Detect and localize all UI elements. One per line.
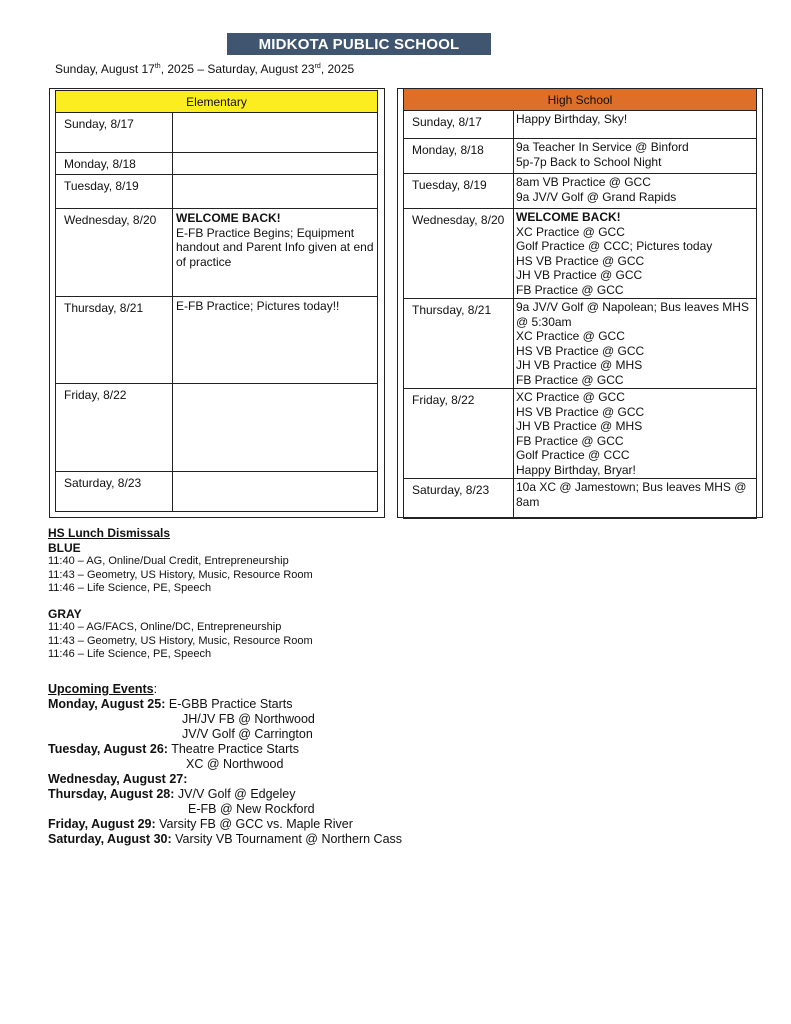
upcoming-event: JV/V Golf @ Carrington (182, 727, 313, 741)
day-label: Thursday, 8/21 (56, 297, 173, 384)
event-text: Happy Birthday, Bryar! (516, 462, 636, 477)
lunch-time-item: 11:40 – AG/FACS, Online/DC, Entrepreneurship (48, 621, 282, 633)
upcoming-heading: Upcoming Events (48, 682, 154, 696)
event-text: XC Practice @ GCC (516, 224, 625, 239)
event-text: XC Practice @ GCC (516, 390, 625, 404)
event-text: HS VB Practice @ GCC (516, 343, 645, 358)
upcoming-date: Thursday, August 28: (48, 787, 175, 801)
day-events (173, 297, 378, 384)
upcoming-day (48, 772, 402, 787)
upcoming-event-cont (48, 757, 402, 772)
upcoming-day (48, 742, 402, 757)
lunch-time-item: 11:46 – Life Science, PE, Speech (48, 648, 212, 660)
event-text: 5p-7p Back to School Night (516, 154, 662, 169)
elementary-day-row (56, 297, 378, 384)
upcoming-date: Wednesday, August 27: (48, 772, 188, 786)
high-school-calendar (403, 88, 757, 519)
upcoming-day (48, 697, 402, 712)
day-label: Monday, 8/18 (404, 139, 514, 174)
upcoming-event: JV/V Golf @ Edgeley (177, 787, 296, 801)
elementary-day-row (56, 153, 378, 175)
event-text: JH VB Practice @ GCC (516, 268, 643, 282)
event-text: HS VB Practice @ GCC (516, 404, 645, 419)
upcoming-event: Varsity VB Tournament @ Northern Cass (175, 832, 403, 846)
day-events (173, 153, 378, 175)
event-text: 8am VB Practice @ GCC (516, 175, 651, 189)
day-label: Friday, 8/22 (56, 384, 173, 472)
high-school-day-row (404, 139, 757, 174)
event-text: Golf Practice @ CCC (516, 448, 630, 462)
day-label: Wednesday, 8/20 (404, 209, 514, 299)
day-label: Sunday, 8/17 (404, 111, 514, 139)
lunch-group-name: GRAY (48, 606, 82, 621)
upcoming-event-cont (48, 802, 402, 817)
day-label: Monday, 8/18 (56, 153, 173, 175)
elementary-day-row (56, 472, 378, 512)
high-school-day-row (404, 299, 757, 389)
event-text: 9a Teacher In Service @ Binford (516, 140, 689, 154)
event-text: 10a XC @ Jamestown; Bus leaves MHS @ 8am (516, 480, 747, 509)
day-events (514, 299, 757, 389)
lunch-heading: HS Lunch Dismissals (48, 526, 171, 540)
upcoming-event: E-GBB Practice Starts (168, 697, 293, 711)
day-events (514, 479, 757, 519)
day-label: Tuesday, 8/19 (404, 174, 514, 209)
elementary-day-row (56, 175, 378, 209)
high-school-day-row (404, 111, 757, 139)
high-school-day-row (404, 479, 757, 519)
event-text: Happy Birthday, Sky! (516, 112, 628, 126)
event-text: 9a JV/V Golf @ Napolean; Bus leaves MHS @ 5:30am (516, 300, 749, 329)
lunch-dismissals (48, 527, 313, 662)
upcoming-date: Monday, August 25: (48, 697, 166, 711)
day-events (173, 209, 378, 297)
event-text: WELCOME BACK! (176, 211, 281, 225)
upcoming-event: Varsity FB @ GCC vs. Maple River (159, 817, 353, 831)
upcoming-event: XC @ Northwood (186, 757, 284, 771)
lunch-time-item: 11:43 – Geometry, US History, Music, Resource Room (48, 568, 313, 581)
day-events (514, 389, 757, 479)
elementary-day-row (56, 209, 378, 297)
day-events (173, 472, 378, 512)
event-text: JH VB Practice @ MHS (516, 358, 643, 372)
day-events (173, 113, 378, 153)
day-label: Friday, 8/22 (404, 389, 514, 479)
upcoming-date: Friday, August 29: (48, 817, 156, 831)
lunch-group-name: BLUE (48, 540, 81, 555)
lunch-time-item: 11:46 – Life Science, PE, Speech (48, 582, 212, 594)
day-label: Wednesday, 8/20 (56, 209, 173, 297)
day-events (514, 209, 757, 299)
upcoming-day (48, 817, 402, 832)
upcoming-event: Theatre Practice Starts (171, 742, 300, 756)
school-title: MIDKOTA PUBLIC SCHOOL (227, 33, 491, 55)
day-events (514, 111, 757, 139)
day-events (173, 384, 378, 472)
elementary-day-row (56, 113, 378, 153)
day-label: Saturday, 8/23 (56, 472, 173, 512)
day-events (173, 175, 378, 209)
upcoming-event: JH/JV FB @ Northwood (182, 712, 315, 726)
upcoming-date: Tuesday, August 26: (48, 742, 168, 756)
elementary-heading: Elementary (56, 91, 378, 113)
event-text: E-FB Practice; Pictures today!! (176, 299, 340, 313)
upcoming-date: Saturday, August 30: (48, 832, 172, 846)
upcoming-event-cont (48, 712, 402, 727)
upcoming-event-cont (48, 727, 402, 742)
day-events (514, 139, 757, 174)
event-text: XC Practice @ GCC (516, 329, 625, 343)
event-text: Golf Practice @ CCC; Pictures today (516, 239, 713, 253)
elementary-day-row (56, 384, 378, 472)
upcoming-day (48, 832, 402, 847)
spacer (48, 596, 313, 607)
upcoming-event: E-FB @ New Rockford (188, 802, 315, 816)
lunch-time-item: 11:40 – AG, Online/Dual Credit, Entrepreneurship (48, 555, 289, 567)
day-label: Tuesday, 8/19 (56, 175, 173, 209)
event-text: 9a JV/V Golf @ Grand Rapids (516, 189, 677, 204)
elementary-calendar (55, 90, 378, 512)
high-school-day-row (404, 174, 757, 209)
event-text: HS VB Practice @ GCC (516, 253, 645, 268)
day-label: Sunday, 8/17 (56, 113, 173, 153)
day-events (514, 174, 757, 209)
high-school-heading: High School (404, 89, 757, 111)
day-label: Thursday, 8/21 (404, 299, 514, 389)
event-text: FB Practice @ GCC (516, 282, 624, 297)
event-text: E-FB Practice Begins; Equipment handout and Parent Info given at end of practice (176, 225, 374, 269)
week-date-range: Sunday, August 17th, 2025 – Saturday, August 23rd, 2025 (55, 62, 355, 76)
event-text: FB Practice @ GCC (516, 372, 624, 387)
upcoming-day (48, 787, 402, 802)
event-text: WELCOME BACK! (516, 210, 621, 224)
lunch-time-item: 11:43 – Geometry, US History, Music, Resource Room (48, 634, 313, 647)
high-school-day-row (404, 389, 757, 479)
high-school-day-row (404, 209, 757, 299)
event-text: FB Practice @ GCC (516, 433, 624, 448)
event-text: JH VB Practice @ MHS (516, 419, 643, 433)
day-label: Saturday, 8/23 (404, 479, 514, 519)
upcoming-events: Upcoming Events: Monday, August 25: E-GBB Practice Starts JH/JV FB @ Northwood JV/V Golf @ Carrington Tuesday, August 26: Theatre Practice Starts XC @ Northwood Wednesday, August 27: Thursday, August 28: JV/V Golf @ Edgeley E-FB @ New Rockford Friday, August 29: Varsity FB @ GCC vs. Maple River Saturday, August 30: Varsity VB Tournament @ Northern Cass (48, 682, 403, 846)
